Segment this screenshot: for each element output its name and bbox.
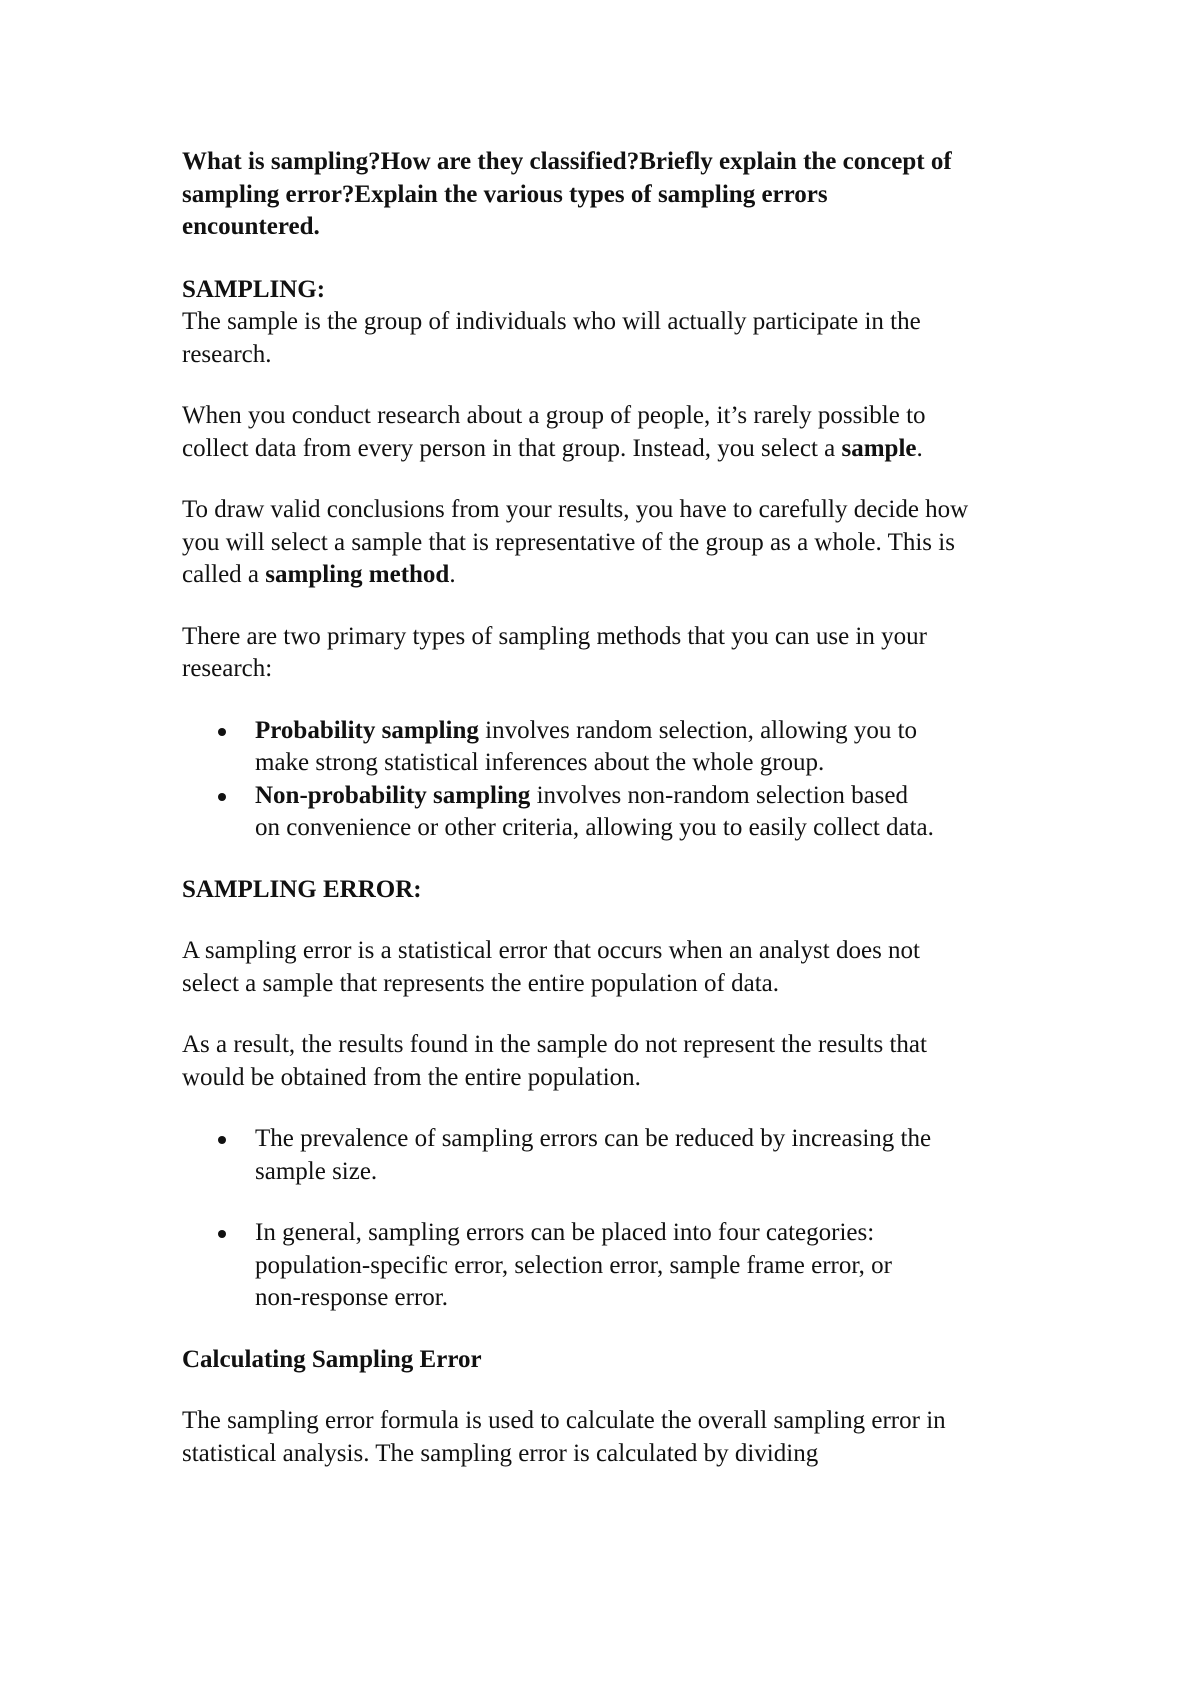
sampling-type-term: Probability sampling — [255, 716, 479, 744]
sampling-paragraph-1-end: . — [916, 434, 923, 462]
sampling-paragraph-1-bold: sample — [841, 434, 917, 462]
sampling-paragraph-2 — [182, 494, 982, 592]
sampling-paragraph-2-bold: sampling method — [265, 561, 450, 588]
bullet-icon — [218, 1136, 226, 1144]
list-item — [182, 715, 935, 780]
sampling-types-list — [182, 715, 1042, 845]
sampling-heading: SAMPLING: — [182, 275, 326, 303]
list-item — [182, 1123, 935, 1188]
sampling-error-paragraph-2: As a result, the results found in the sample do not represent the results that would be obtained from the entire population. — [182, 1031, 927, 1091]
sampling-paragraph-3: There are two primary types of sampling methods that you can use in your research: — [182, 622, 927, 682]
sampling-type-text: involves random selection, allowing you to make strong statistical inferences about the whole group. — [255, 716, 918, 776]
sampling-error-bullet-text: In general, sampling errors can be placed into four categories: population-specific error, selection error, sample frame error, or non-response error. — [255, 1219, 892, 1311]
sampling-error-heading: SAMPLING ERROR: — [182, 875, 422, 903]
list-item — [182, 780, 935, 845]
sampling-paragraph-2-text: To draw valid conclusions from your results, you have to carefully decide how you will select a sample that is representative of the group as a whole. This is called a — [182, 496, 969, 588]
sampling-paragraph-1 — [182, 400, 972, 465]
sampling-error-bullet-text: The prevalence of sampling errors can be reduced by increasing the sample size. — [255, 1125, 932, 1185]
bullet-icon — [218, 793, 226, 801]
calculating-heading: Calculating Sampling Error — [182, 1345, 482, 1373]
sampling-type-text: involves non-random selection based on convenience or other criteria, allowing you to easily collect data. — [255, 781, 934, 841]
sampling-error-list — [182, 1123, 1042, 1315]
bullet-icon — [218, 728, 226, 736]
list-item — [182, 1217, 935, 1315]
sampling-error-paragraph-1: A sampling error is a statistical error that occurs when an analyst does not select a sample that represents the entire population of data. — [182, 937, 920, 997]
calculating-paragraph-1: The sampling error formula is used to calculate the overall sampling error in statistical analysis. The sampling error is calculated by dividing — [182, 1407, 946, 1467]
sampling-definition: The sample is the group of individuals who will actually participate in the research. — [182, 308, 921, 368]
bullet-icon — [218, 1230, 226, 1238]
sampling-paragraph-1-text: When you conduct research about a group of people, it’s rarely possible to collect data from every person in that group. Instead, you select a — [182, 402, 926, 462]
sampling-type-term: Non-probability sampling — [255, 781, 531, 809]
sampling-paragraph-2-end: . — [449, 561, 456, 588]
document-body — [182, 146, 1042, 1499]
question-title: What is sampling?How are they classified?Briefly explain the concept of sampling error?Explain the various types of sampling errors encountered. — [182, 148, 952, 240]
